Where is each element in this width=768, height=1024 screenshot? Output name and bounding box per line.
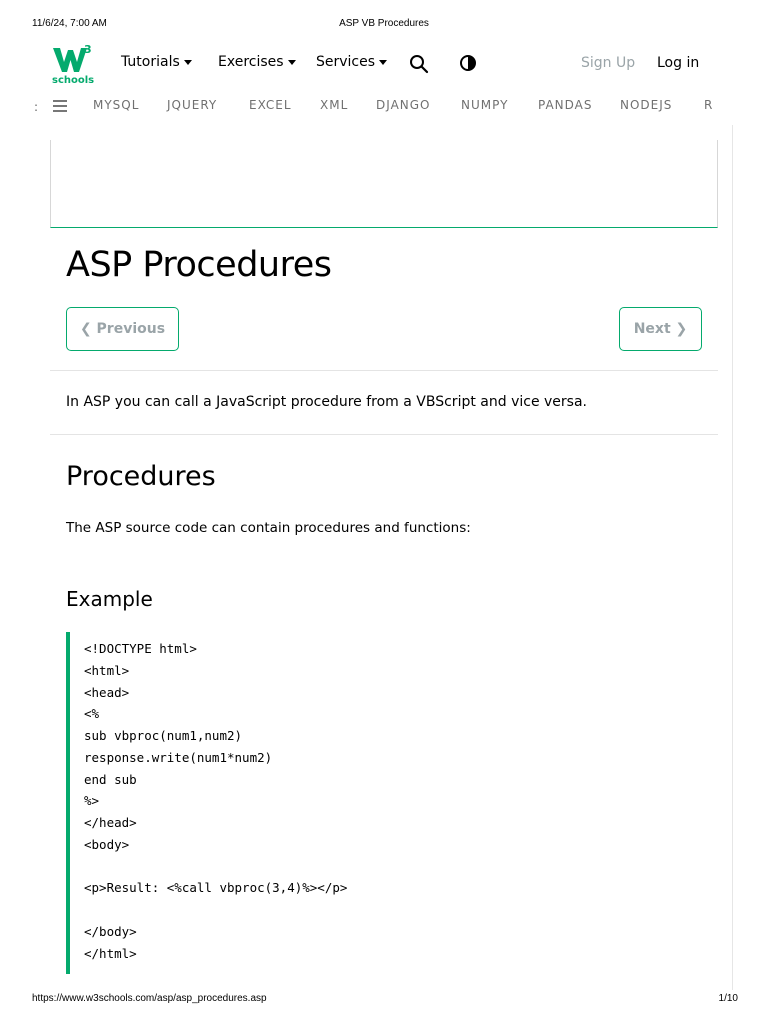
next-button[interactable]: Next ❯	[619, 307, 702, 351]
caret-down-icon	[184, 60, 192, 65]
svg-text:3: 3	[84, 43, 92, 56]
code-line: <body>	[84, 837, 130, 852]
caret-down-icon	[379, 60, 387, 65]
code-line: </html>	[84, 946, 137, 961]
menu-icon[interactable]	[53, 100, 67, 112]
caret-down-icon	[288, 60, 296, 65]
contrast-icon[interactable]	[459, 54, 477, 72]
print-datetime: 11/6/24, 7:00 AM	[32, 18, 107, 29]
sign-up-link[interactable]: Sign Up	[581, 55, 636, 71]
subnav-link-numpy[interactable]: NUMPY	[461, 98, 509, 112]
code-line: </body>	[84, 924, 137, 939]
section-heading: Procedures	[66, 461, 216, 492]
subnav-link-django[interactable]: DJANGO	[376, 98, 431, 112]
intro-text: In ASP you can call a JavaScript procedure from a VBScript and vice versa.	[66, 394, 587, 410]
code-line: </head>	[84, 815, 137, 830]
previous-button[interactable]: ❮ Previous	[66, 307, 179, 351]
subnav-link-jquery[interactable]: JQUERY	[167, 98, 218, 112]
code-line: %>	[84, 793, 100, 808]
nav-exercises[interactable]	[218, 54, 296, 70]
print-header	[0, 18, 768, 32]
subject-navigation	[0, 94, 768, 118]
ad-container	[50, 140, 718, 228]
subnav-link-nodejs[interactable]: NODEJS	[620, 98, 673, 112]
subnav-link-mysql[interactable]: MYSQL	[93, 98, 140, 112]
nav-services-label: Services	[316, 54, 376, 70]
section-text: The ASP source code can contain procedures and functions:	[66, 520, 471, 536]
divider	[50, 370, 718, 371]
print-url: https://www.w3schools.com/asp/asp_procedures.asp	[32, 993, 267, 1004]
search-icon[interactable]	[409, 54, 429, 74]
right-divider	[732, 125, 733, 990]
nav-exercises-label: Exercises	[218, 54, 284, 70]
w3schools-logo[interactable]	[50, 42, 94, 84]
code-line: <html>	[84, 663, 130, 678]
nav-tutorials[interactable]	[121, 54, 192, 70]
subnav-link-pandas[interactable]: PANDAS	[538, 98, 593, 112]
subnav-fragment: :	[34, 100, 39, 114]
code-line: <%	[84, 706, 100, 721]
divider	[50, 434, 718, 435]
nav-services[interactable]	[316, 54, 387, 70]
subnav-link-r[interactable]: R	[704, 98, 714, 112]
svg-text:schools: schools	[52, 75, 94, 84]
print-page-number: 1/10	[718, 993, 738, 1004]
print-page-title: ASP VB Procedures	[339, 18, 429, 29]
code-line: <!DOCTYPE html>	[84, 641, 197, 656]
code-line: <p>Result: <%call vbproc(3,4)%></p>	[84, 880, 348, 895]
code-line: response.write(num1*num2)	[84, 750, 273, 765]
log-in-link[interactable]: Log in	[657, 55, 700, 71]
code-example	[66, 632, 718, 974]
example-heading: Example	[66, 587, 153, 611]
nav-tutorials-label: Tutorials	[121, 54, 180, 70]
code-line: sub vbproc(num1,num2)	[84, 728, 243, 743]
code-line: end sub	[84, 772, 137, 787]
subnav-link-excel[interactable]: EXCEL	[249, 98, 292, 112]
page-title: ASP Procedures	[66, 245, 332, 285]
code-line: <head>	[84, 685, 130, 700]
subnav-link-xml[interactable]: XML	[320, 98, 349, 112]
print-footer	[0, 993, 768, 1007]
top-navigation	[0, 38, 768, 88]
